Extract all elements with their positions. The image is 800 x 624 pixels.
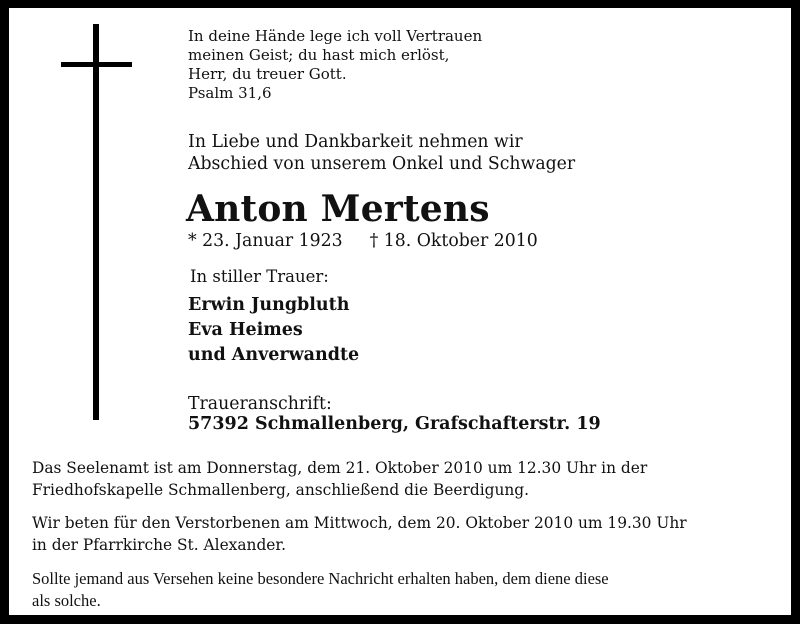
paragraph-line: Wir beten für den Verstorbenen am Mittwoch, dem 20. Oktober 2010 um 19.30 Uhr bbox=[32, 514, 687, 532]
death-date: † 18. Oktober 2010 bbox=[369, 231, 538, 251]
paragraph-line: in der Pfarrkirche St. Alexander. bbox=[32, 536, 286, 554]
prayer-paragraph bbox=[32, 512, 687, 556]
mourners-label: In stiller Trauer: bbox=[190, 267, 329, 286]
address-label: Traueranschrift: bbox=[188, 394, 332, 414]
mourners-list bbox=[188, 293, 359, 368]
intro-line: In Liebe und Dankbarkeit nehmen wir bbox=[188, 132, 523, 152]
notification-paragraph bbox=[32, 568, 609, 612]
obituary-notice bbox=[9, 8, 791, 615]
paragraph-line: Friedhofskapelle Schmallenberg, anschließend die Beerdigung. bbox=[32, 481, 530, 499]
mourning-address: 57392 Schmallenberg, Grafschafterstr. 19 bbox=[188, 414, 601, 434]
paragraph-line: Das Seelenamt ist am Donnerstag, dem 21. Oktober 2010 um 12.30 Uhr in der bbox=[32, 459, 648, 477]
life-dates bbox=[188, 230, 538, 252]
intro-text bbox=[188, 131, 575, 175]
deceased-name: Anton Mertens bbox=[186, 188, 490, 230]
requiem-paragraph bbox=[32, 457, 647, 501]
cross-horizontal-bar bbox=[61, 62, 132, 67]
intro-line: Abschied von unserem Onkel und Schwager bbox=[188, 154, 576, 174]
verse-line: In deine Hände lege ich voll Vertrauen bbox=[188, 27, 483, 45]
mourner-name: Eva Heimes bbox=[188, 320, 303, 340]
mourner-name: und Anverwandte bbox=[188, 345, 360, 365]
verse-reference: Psalm 31,6 bbox=[188, 84, 272, 102]
mourner-name: Erwin Jungbluth bbox=[188, 295, 350, 315]
verse-line: meinen Geist; du hast mich erlöst, bbox=[188, 46, 450, 64]
paragraph-line: Sollte jemand aus Versehen keine besondere Nachricht erhalten haben, dem diene diese bbox=[32, 569, 609, 588]
bible-verse bbox=[188, 27, 482, 103]
birth-date: * 23. Januar 1923 bbox=[188, 231, 343, 251]
paragraph-line: als solche. bbox=[32, 591, 101, 610]
verse-line: Herr, du treuer Gott. bbox=[188, 65, 347, 83]
cross-vertical-bar bbox=[93, 24, 99, 420]
